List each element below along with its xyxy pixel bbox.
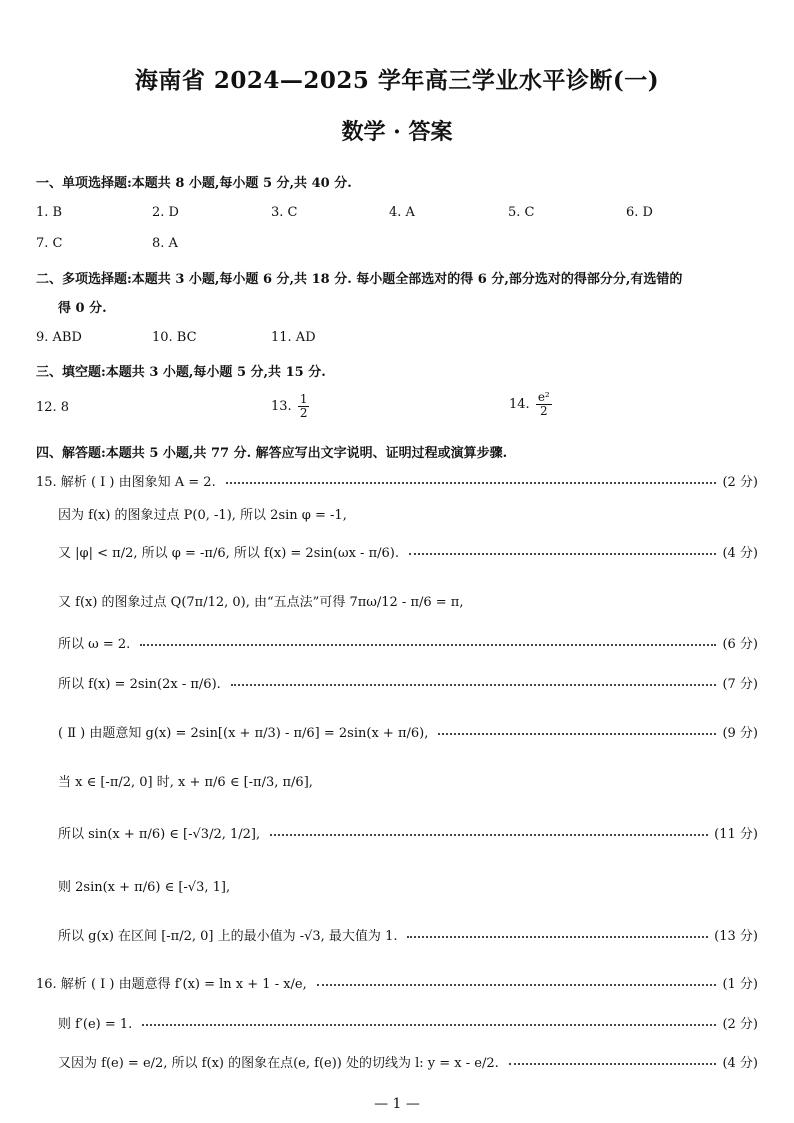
fraction [298, 393, 310, 420]
solution-text: 当 x ∈ [-π/2, 0] 时, x + π/6 ∈ [-π/3, π/6], [58, 774, 313, 790]
solution-line [36, 964, 758, 1000]
solution-text: 所以 sin(x + π/6) ∈ [-√3/2, 1/2], [58, 826, 261, 842]
solution-text: 15. 解析 ( Ⅰ ) 由图象知 A = 2. [36, 474, 216, 490]
fraction-numerator: e² [537, 390, 550, 404]
answer-item: 8. A [152, 236, 178, 251]
score-points: (13 分) [714, 928, 758, 944]
solution-text: ( Ⅱ ) 由题意知 g(x) = 2sin[(x + π/3) - π/6] = 2sin(x + π/6), [58, 725, 429, 741]
answer-item: 11. AD [271, 330, 316, 345]
solution-line [36, 462, 758, 498]
score-points: (4 分) [722, 545, 758, 561]
answer-item: 6. D [626, 205, 653, 220]
section-heading-single-choice: 一、单项选择题:本题共 8 小题,每小题 5 分,共 40 分. [36, 176, 352, 191]
answer-label: 14. [509, 397, 530, 412]
solution-line [58, 533, 758, 569]
fraction [536, 391, 552, 418]
solution-text: 则 f′(e) = 1. [58, 1016, 133, 1032]
solution-text: 又 |φ| < π/2, 所以 φ = -π/6, 所以 f(x) = 2sin(ωx - π/6). [58, 545, 399, 561]
score-points: (4 分) [722, 1055, 758, 1071]
score-points: (2 分) [722, 474, 758, 490]
leader-dots [317, 984, 717, 986]
answer-item-13 [271, 393, 311, 420]
fraction-denominator: 2 [539, 404, 548, 418]
solution-line [58, 1004, 758, 1040]
answer-item: 10. BC [152, 330, 197, 345]
leader-dots [270, 834, 708, 836]
leader-dots [409, 553, 716, 555]
answer-item: 4. A [389, 205, 415, 220]
answer-item-14 [509, 391, 554, 418]
score-points: (2 分) [722, 1016, 758, 1032]
solution-line [58, 664, 758, 700]
solution-text: 所以 f(x) = 2sin(2x - π/6). [58, 676, 221, 692]
leader-dots [226, 482, 717, 484]
solution-line [58, 713, 758, 749]
solution-line [58, 624, 758, 660]
solution-line [58, 916, 758, 952]
leader-dots [438, 733, 716, 735]
leader-dots [509, 1063, 717, 1065]
leader-dots [142, 1024, 716, 1026]
fraction-denominator: 2 [299, 406, 308, 420]
answer-item: 9. ABD [36, 330, 82, 345]
solution-line [58, 762, 758, 798]
answer-item: 5. C [508, 205, 535, 220]
leader-dots [407, 936, 708, 938]
fraction-numerator: 1 [299, 392, 308, 406]
answer-item: 2. D [152, 205, 179, 220]
solution-line [58, 1043, 758, 1079]
solution-text: 16. 解析 ( Ⅰ ) 由题意得 f′(x) = ln x + 1 - x/e, [36, 976, 307, 992]
solution-text: 因为 f(x) 的图象过点 P(0, -1), 所以 2sin φ = -1, [58, 507, 347, 523]
leader-dots [231, 684, 717, 686]
solution-text: 又 f(x) 的图象过点 Q(7π/12, 0), 由“五点法”可得 7πω/12 - π/6 = π, [58, 594, 464, 610]
section-heading-multi-choice-cont: 得 0 分. [58, 301, 107, 316]
page-title: 海南省 2024—2025 学年高三学业水平诊断(一) [134, 67, 660, 94]
answer-item: 1. B [36, 205, 63, 220]
answer-item: 3. C [271, 205, 298, 220]
solution-text: 又因为 f(e) = e/2, 所以 f(x) 的图象在点(e, f(e)) 处的切线为 l: y = x - e/2. [58, 1055, 499, 1071]
solution-line [58, 867, 758, 903]
score-points: (6 分) [722, 636, 758, 652]
score-points: (11 分) [714, 826, 758, 842]
solution-text: 则 2sin(x + π/6) ∈ [-√3, 1], [58, 879, 231, 895]
answer-label: 13. [271, 399, 292, 414]
score-points: (7 分) [722, 676, 758, 692]
leader-dots [140, 644, 716, 646]
section-heading-solutions: 四、解答题:本题共 5 小题,共 77 分. 解答应写出文字说明、证明过程或演算步骤. [36, 446, 508, 461]
section-heading-fill-blank: 三、填空题:本题共 3 小题,每小题 5 分,共 15 分. [36, 365, 326, 380]
score-points: (1 分) [722, 976, 758, 992]
solution-text: 所以 ω = 2. [58, 636, 131, 652]
score-points: (9 分) [722, 725, 758, 741]
answer-item: 7. C [36, 236, 63, 251]
page-subtitle: 数学 · 答案 [341, 119, 453, 145]
solution-line [58, 582, 758, 618]
section-heading-multi-choice: 二、多项选择题:本题共 3 小题,每小题 6 分,共 18 分. 每小题全部选对的得 6 分,部分选对的得部分分,有选错的 [36, 272, 683, 287]
answer-item: 12. 8 [36, 400, 70, 415]
solution-line [58, 495, 758, 531]
solution-line [58, 814, 758, 850]
page-number: — 1 — [374, 1096, 420, 1112]
solution-text: 所以 g(x) 在区间 [-π/2, 0] 上的最小值为 -√3, 最大值为 1. [58, 928, 398, 944]
